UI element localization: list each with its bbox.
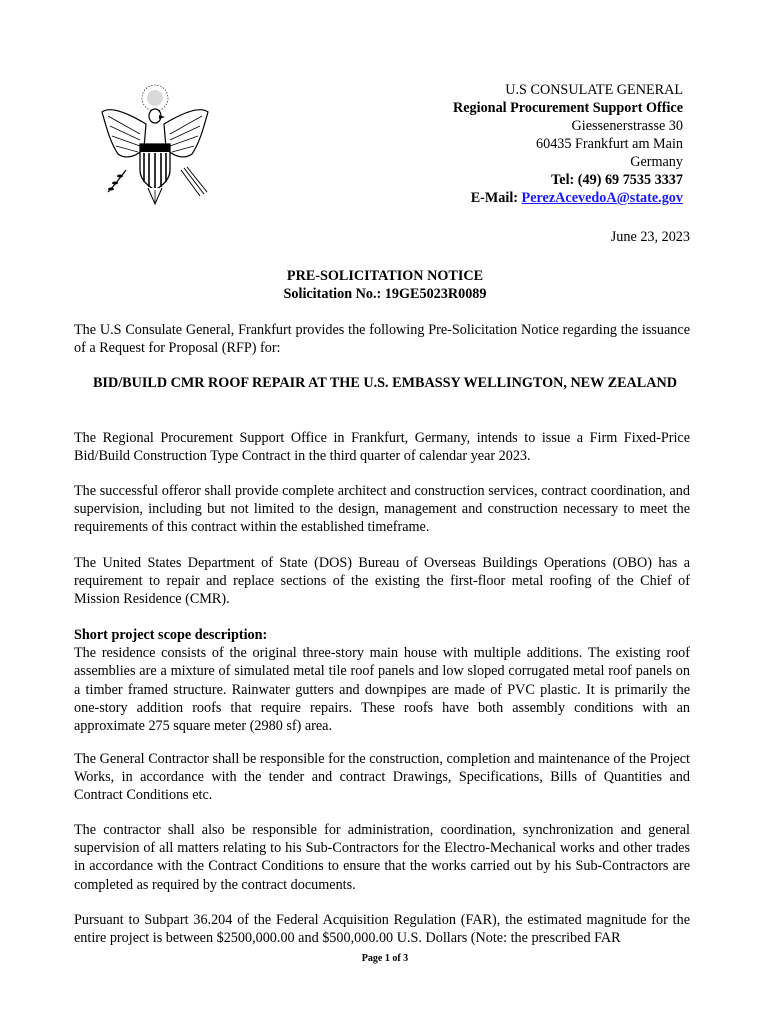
project-title: BID/BUILD CMR ROOF REPAIR AT THE U.S. EMBASSY WELLINGTON, NEW ZEALAND bbox=[92, 375, 678, 391]
paragraph-contract: The Regional Procurement Support Office in Frankfurt, Germany, intends to issue a Firm Fixed-Price Bid/Build Construction Type Contract in the third quarter of calendar year 2023. bbox=[74, 430, 690, 465]
paragraph-subcontractors: The contractor shall also be responsible for administration, coordination, synchronization and general supervision of all matters relating to his Sub-Contractors for the Electro-Mechanical works and other trades in accordance with the Contract Conditions to ensure that the works carried out by his Sub-Contractors are completed as required by the contract documents. bbox=[74, 822, 690, 893]
scope-text: The residence consists of the original three-story main house with multiple additions. The existing roof assemblies are a mixture of simulated metal tile roof panels and low sloped corrugated metal roof panels on a timber framed structure. Rainwater gutters and downpipes are made of PVC plastic. It is primarily the one-story addition roofs that require repairs. These roofs have both assembly conditions with an approximate 275 square meter (2980 sf) area. bbox=[74, 645, 690, 735]
paragraph-magnitude: Pursuant to Subpart 36.204 of the Federal Acquisition Regulation (FAR), the estimated magnitude for the entire project is between $2500,000.00 and $500,000.00 U.S. Dollars (Note: the prescribed FAR bbox=[74, 912, 690, 947]
letterhead-tel: Tel: (49) 69 7535 3337 bbox=[551, 172, 683, 188]
letterhead-street: Giessenerstrasse 30 bbox=[571, 118, 683, 134]
page-number: Page 1 of 3 bbox=[361, 953, 409, 964]
letterhead-country: Germany bbox=[630, 154, 683, 170]
great-seal-eagle-icon bbox=[96, 82, 214, 208]
email-label: E-Mail: bbox=[470, 190, 518, 206]
letterhead-office: Regional Procurement Support Office bbox=[453, 100, 683, 116]
notice-title: PRE-SOLICITATION NOTICE bbox=[286, 268, 484, 284]
letterhead bbox=[453, 81, 683, 207]
letterhead-consulate: U.S CONSULATE GENERAL bbox=[505, 82, 683, 98]
solicitation-number: Solicitation No.: 19GE5023R0089 bbox=[283, 286, 487, 302]
scope-heading: Short project scope description: bbox=[74, 627, 268, 643]
email-link[interactable]: PerezAcevedoA@state.gov bbox=[521, 190, 683, 206]
scope-section bbox=[74, 626, 690, 735]
document-date: June 23, 2023 bbox=[610, 229, 690, 245]
intro-paragraph: The U.S Consulate General, Frankfurt provides the following Pre-Solicitation Notice regarding the issuance of a Request for Proposal (RFP) for: bbox=[74, 322, 690, 357]
letterhead-email-row bbox=[453, 189, 683, 207]
paragraph-requirement: The United States Department of State (DOS) Bureau of Overseas Buildings Operations (OBO) has a requirement to repair and replace sections of the existing the first-floor metal roofing of the Chief of Mission Residence (CMR). bbox=[74, 555, 690, 608]
letterhead-city: 60435 Frankfurt am Main bbox=[536, 136, 683, 152]
paragraph-services: The successful offeror shall provide complete architect and construction services, contract coordination, and supervision, including but not limited to the design, management and construction necessary to meet the requirements of this contract within the established timeframe. bbox=[74, 483, 690, 536]
notice-heading bbox=[0, 267, 770, 303]
paragraph-general-contractor: The General Contractor shall be responsible for the construction, completion and maintenance of the Project Works, in accordance with the tender and contract Drawings, Specifications, Bills of Quantities and Contract Conditions etc. bbox=[74, 751, 690, 804]
